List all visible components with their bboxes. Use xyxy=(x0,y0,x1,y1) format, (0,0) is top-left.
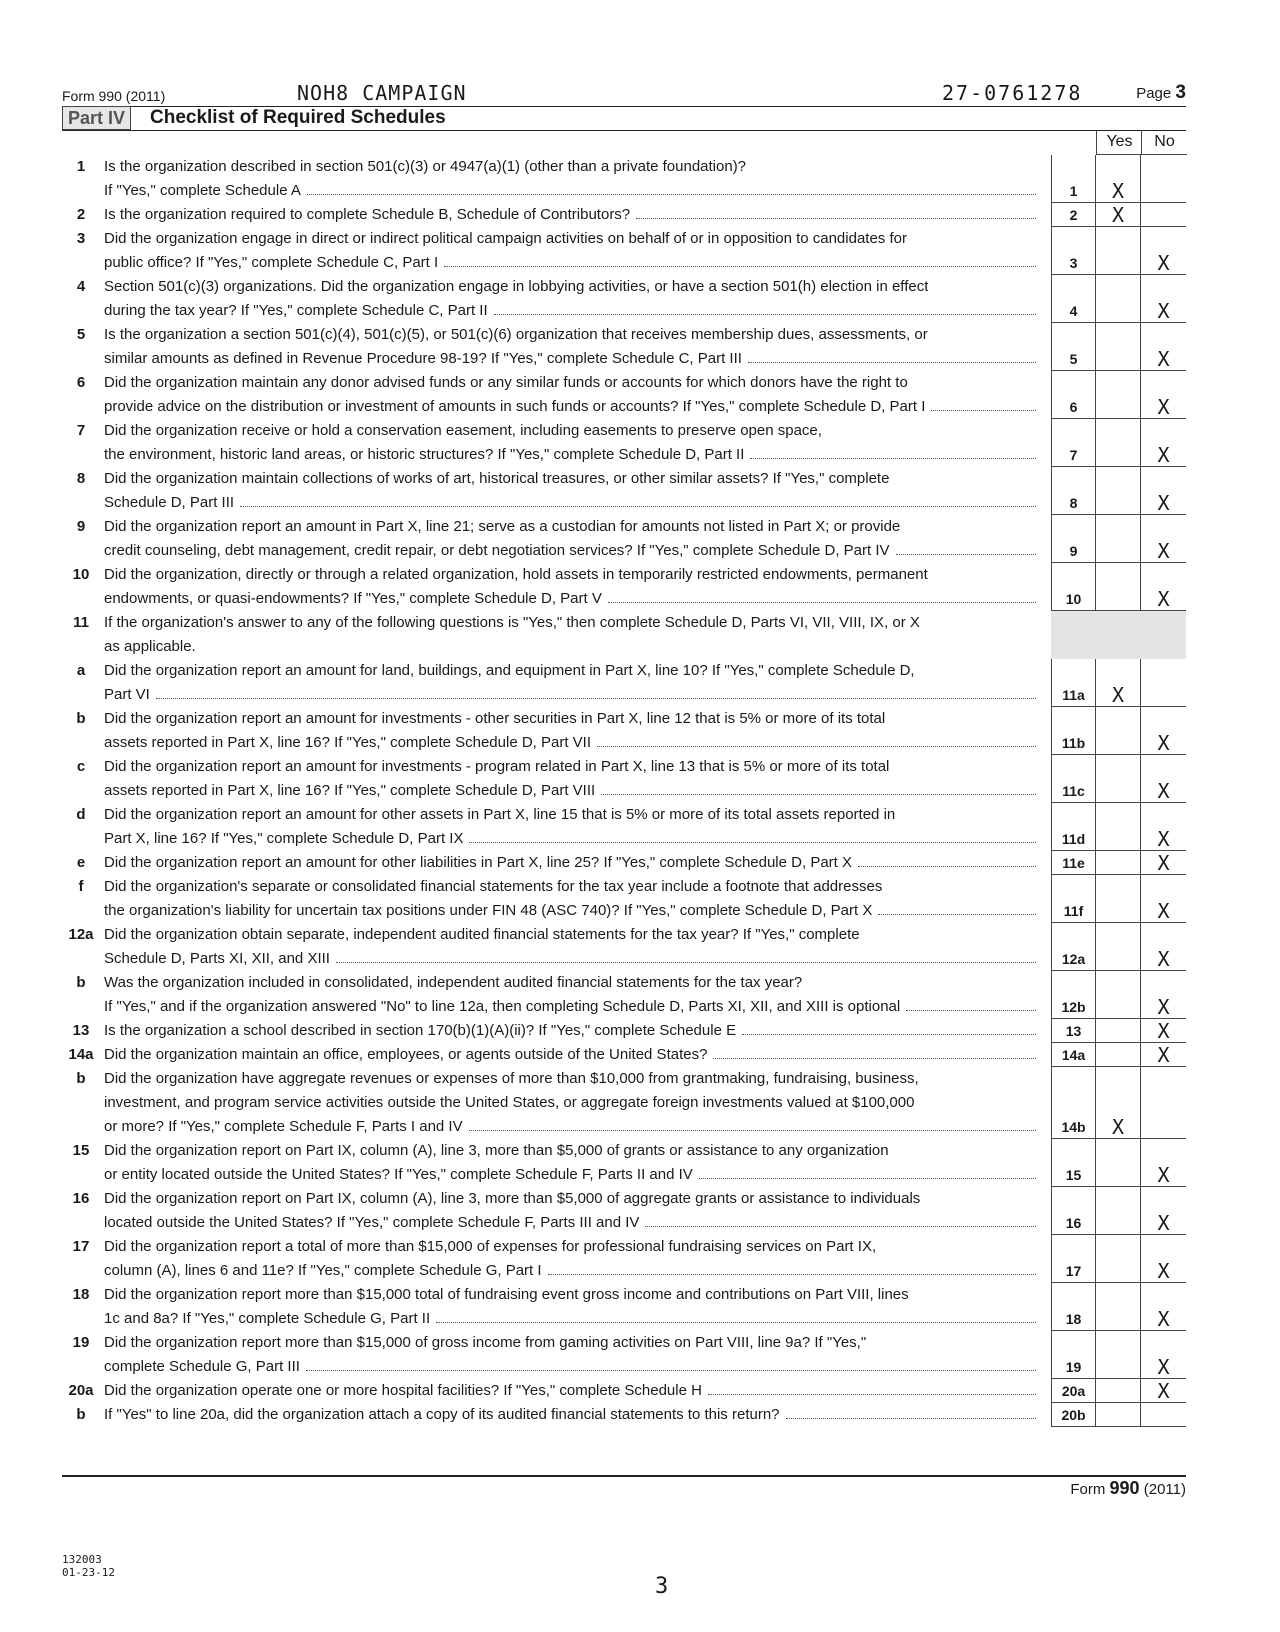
question-line-text: complete Schedule G, Part III xyxy=(104,1358,300,1375)
question-line-text: column (A), lines 6 and 11e? If "Yes," complete Schedule G, Part I xyxy=(104,1262,542,1279)
answer-yes-checkbox[interactable] xyxy=(1096,803,1141,851)
line-reference-label: 18 xyxy=(1051,1283,1096,1331)
question-line xyxy=(104,155,1040,179)
question-line xyxy=(104,467,1040,491)
question-number: d xyxy=(76,806,86,823)
question-line-text: assets reported in Part X, line 16? If "Yes," complete Schedule D, Part VII xyxy=(104,734,592,751)
line-reference-label: 12a xyxy=(1051,923,1096,971)
line-reference-label: 10 xyxy=(1051,563,1096,611)
answer-no-checkbox[interactable]: X xyxy=(1141,323,1186,371)
question-line-text: Did the organization report more than $15,000 of gross income from gaming activities on Part VIII, line 9a? If "Yes," xyxy=(104,1334,867,1351)
answer-yes-checkbox[interactable] xyxy=(1096,755,1141,803)
page-label-number: 3 xyxy=(1175,82,1186,103)
employer-id-number: 27-0761278 xyxy=(942,81,1083,105)
question-line-text: assets reported in Part X, line 16? If "Yes," complete Schedule D, Part VIII xyxy=(104,782,596,799)
line-reference-label: 15 xyxy=(1051,1139,1096,1187)
footer-form-number: 990 xyxy=(1109,1478,1140,1498)
answer-yes-checkbox[interactable] xyxy=(1096,419,1141,467)
question-line xyxy=(104,683,1040,707)
form-code-line1: 132003 xyxy=(62,1553,102,1566)
question-line-text: Did the organization receive or hold a conservation easement, including easements to preserve open space, xyxy=(104,422,822,439)
question-line xyxy=(104,971,1040,995)
leader-dots xyxy=(699,1178,1036,1179)
answer-no-checkbox[interactable] xyxy=(1141,155,1186,203)
organization-name: NOH8 CAMPAIGN xyxy=(297,81,467,105)
answer-yes-checkbox[interactable]: X xyxy=(1096,203,1141,227)
line-reference-label: 3 xyxy=(1051,227,1096,275)
question-line xyxy=(104,1139,1040,1163)
question-line xyxy=(104,899,1040,923)
question-text xyxy=(104,1019,1040,1043)
part-heading xyxy=(62,106,1186,131)
footer-form-year: (2011) xyxy=(1143,1481,1186,1498)
question-line-text: or entity located outside the United States? If "Yes," complete Schedule F, Parts II and IV xyxy=(104,1166,693,1183)
question-line-text: during the tax year? If "Yes," complete Schedule C, Part II xyxy=(104,302,488,319)
question-number: 17 xyxy=(72,1238,90,1255)
question-line xyxy=(104,1043,1040,1067)
question-line xyxy=(104,1307,1040,1331)
leader-dots xyxy=(494,314,1036,315)
question-line xyxy=(104,563,1040,587)
answer-yes-checkbox[interactable]: X xyxy=(1096,155,1141,203)
question-text xyxy=(104,707,1040,755)
leader-dots xyxy=(748,362,1036,363)
answer-yes-checkbox[interactable] xyxy=(1096,1331,1141,1379)
question-text xyxy=(104,971,1040,1019)
leader-dots xyxy=(307,194,1036,195)
question-line xyxy=(104,1283,1040,1307)
question-text xyxy=(104,323,1040,371)
question-line-text: Is the organization required to complete Schedule B, Schedule of Contributors? xyxy=(104,206,631,223)
question-text xyxy=(104,611,1040,659)
question-text xyxy=(104,1139,1040,1187)
answer-yes-checkbox[interactable] xyxy=(1096,515,1141,563)
part-title: Checklist of Required Schedules xyxy=(150,107,446,128)
answer-no-checkbox[interactable]: X xyxy=(1141,755,1186,803)
answer-yes-checkbox[interactable] xyxy=(1096,707,1141,755)
question-line xyxy=(104,707,1040,731)
answer-yes-checkbox[interactable] xyxy=(1096,875,1141,923)
question-line-text: Did the organization report a total of more than $15,000 of expenses for professional fundraising services on Part IX, xyxy=(104,1238,877,1255)
question-line xyxy=(104,371,1040,395)
question-number: 19 xyxy=(72,1334,90,1351)
part-tag: Part IV xyxy=(62,106,131,130)
question-line-text: Did the organization report more than $15,000 total of fundraising event gross income and contributions on Part VIII, lines xyxy=(104,1286,909,1303)
question-number: b xyxy=(76,710,86,727)
question-line-text: provide advice on the distribution or investment of amounts in such funds or accounts? If "Yes," complete Schedule D, Part I xyxy=(104,398,926,415)
question-line xyxy=(104,803,1040,827)
question-line xyxy=(104,1187,1040,1211)
line-reference-label: 17 xyxy=(1051,1235,1096,1283)
line-reference-label: 1 xyxy=(1051,155,1096,203)
answer-yes-checkbox[interactable] xyxy=(1096,971,1141,1019)
leader-dots xyxy=(931,410,1036,411)
question-number: 15 xyxy=(72,1142,90,1159)
question-line xyxy=(104,299,1040,323)
footer-form-prefix: Form xyxy=(1070,1481,1106,1498)
answer-no-checkbox[interactable] xyxy=(1141,1067,1186,1139)
question-number: b xyxy=(76,1070,86,1087)
form-code xyxy=(62,1553,115,1579)
question-line xyxy=(104,611,1040,635)
question-line xyxy=(104,755,1040,779)
answer-yes-checkbox[interactable] xyxy=(1096,563,1141,611)
question-line xyxy=(104,491,1040,515)
question-line-text: Part X, line 16? If "Yes," complete Schedule D, Part IX xyxy=(104,830,464,847)
answer-yes-checkbox[interactable] xyxy=(1096,467,1141,515)
question-number: f xyxy=(78,878,84,895)
answer-no-checkbox[interactable] xyxy=(1141,1403,1186,1427)
question-number: 3 xyxy=(76,230,86,247)
question-line xyxy=(104,1091,1040,1115)
line-reference-label: 11a xyxy=(1051,659,1096,707)
line-reference-label: 14b xyxy=(1051,1067,1096,1139)
leader-dots xyxy=(240,506,1036,507)
answer-yes-checkbox[interactable] xyxy=(1096,1403,1141,1427)
question-line-text: If "Yes," and if the organization answered "No" to line 12a, then completing Schedule D, Parts XI, XII, and XIII is optional xyxy=(104,998,901,1015)
question-text xyxy=(104,803,1040,851)
question-line xyxy=(104,1259,1040,1283)
question-text xyxy=(104,275,1040,323)
question-number: 12a xyxy=(68,926,94,943)
question-line-text: public office? If "Yes," complete Schedule C, Part I xyxy=(104,254,439,271)
answer-yes-checkbox[interactable] xyxy=(1096,1043,1141,1067)
question-line xyxy=(104,515,1040,539)
answer-yes-checkbox[interactable] xyxy=(1096,371,1141,419)
question-number: 11 xyxy=(73,614,89,631)
question-line-text: similar amounts as defined in Revenue Procedure 98-19? If "Yes," complete Schedule C, Part III xyxy=(104,350,742,367)
question-text xyxy=(104,1283,1040,1331)
question-line-text: If the organization's answer to any of the following questions is "Yes," then complete Schedule D, Parts VI, VII, VIII, IX, or X xyxy=(104,614,920,631)
leader-dots xyxy=(156,698,1036,699)
question-line xyxy=(104,1115,1040,1139)
question-number: 4 xyxy=(76,278,86,295)
shaded-answer-area xyxy=(1051,611,1186,659)
question-number: 20a xyxy=(68,1382,94,1399)
answer-yes-checkbox[interactable] xyxy=(1096,1379,1141,1403)
leader-dots xyxy=(742,1034,1036,1035)
question-line xyxy=(104,947,1040,971)
question-line-text: Did the organization have aggregate revenues or expenses of more than $10,000 from grantmaking, fundraising, business, xyxy=(104,1070,919,1087)
question-line xyxy=(104,539,1040,563)
question-text xyxy=(104,419,1040,467)
question-line xyxy=(104,251,1040,275)
answer-yes-checkbox[interactable]: X xyxy=(1096,1067,1141,1139)
question-line-text: Did the organization maintain an office, employees, or agents outside of the United States? xyxy=(104,1046,708,1063)
question-number: 10 xyxy=(72,566,90,583)
leader-dots xyxy=(306,1370,1036,1371)
leader-dots xyxy=(601,794,1036,795)
leader-dots xyxy=(896,554,1036,555)
question-line xyxy=(104,635,1040,659)
leader-dots xyxy=(548,1274,1036,1275)
question-line-text: Did the organization report an amount for investments - program related in Part X, line 13 that is 5% or more of its total xyxy=(104,758,890,775)
question-line-text: Did the organization report on Part IX, column (A), line 3, more than $5,000 of grants or assistance to any organization xyxy=(104,1142,889,1159)
question-line xyxy=(104,587,1040,611)
question-text xyxy=(104,851,1040,875)
answer-no-checkbox[interactable]: X xyxy=(1141,371,1186,419)
question-text xyxy=(104,875,1040,923)
question-line-text: Schedule D, Part III xyxy=(104,494,235,511)
question-text xyxy=(104,371,1040,419)
answer-no-checkbox[interactable]: X xyxy=(1141,1379,1186,1403)
leader-dots xyxy=(597,746,1036,747)
question-line xyxy=(104,659,1040,683)
leader-dots xyxy=(713,1058,1036,1059)
question-line xyxy=(104,275,1040,299)
page-number: 3 xyxy=(655,1574,669,1599)
answer-no-checkbox[interactable]: X xyxy=(1141,707,1186,755)
answer-no-checkbox[interactable]: X xyxy=(1141,851,1186,875)
question-line xyxy=(104,1379,1040,1403)
question-line-text: Did the organization report an amount in Part X, line 21; serve as a custodian for amounts not listed in Part X; or provide xyxy=(104,518,901,535)
form-label: Form 990 (2011) xyxy=(62,88,166,104)
page-label-text: Page xyxy=(1136,85,1172,102)
question-text xyxy=(104,1331,1040,1379)
question-line-text: endowments, or quasi-endowments? If "Yes," complete Schedule D, Part V xyxy=(104,590,602,607)
answer-yes-checkbox[interactable] xyxy=(1096,1187,1141,1235)
question-text xyxy=(104,1043,1040,1067)
question-text xyxy=(104,515,1040,563)
question-line xyxy=(104,1211,1040,1235)
question-line-text: the environment, historic land areas, or historic structures? If "Yes," complete Schedule D, Part II xyxy=(104,446,745,463)
question-number: b xyxy=(76,1406,86,1423)
line-reference-label: 11f xyxy=(1051,875,1096,923)
question-text xyxy=(104,155,1040,203)
line-reference-label: 19 xyxy=(1051,1331,1096,1379)
answer-no-checkbox[interactable]: X xyxy=(1141,923,1186,971)
answer-no-checkbox[interactable]: X xyxy=(1141,971,1186,1019)
column-header-yes: Yes xyxy=(1096,130,1142,155)
answer-no-checkbox[interactable]: X xyxy=(1141,1235,1186,1283)
answer-no-checkbox[interactable]: X xyxy=(1141,1187,1186,1235)
question-number: 14a xyxy=(68,1046,94,1063)
question-line-text: 1c and 8a? If "Yes," complete Schedule G, Part II xyxy=(104,1310,431,1327)
form-code-line2: 01-23-12 xyxy=(62,1566,115,1579)
question-line xyxy=(104,851,1040,875)
question-line-text: Part VI xyxy=(104,686,150,703)
question-number: 5 xyxy=(76,326,86,343)
line-reference-label: 11c xyxy=(1051,755,1096,803)
answer-yes-checkbox[interactable] xyxy=(1096,1139,1141,1187)
answer-no-checkbox[interactable]: X xyxy=(1141,515,1186,563)
question-line-text: Did the organization report an amount for land, buildings, and equipment in Part X, line 10? If "Yes," complete Schedule D, xyxy=(104,662,915,679)
question-text xyxy=(104,1403,1040,1427)
question-line xyxy=(104,395,1040,419)
question-line xyxy=(104,443,1040,467)
question-text xyxy=(104,467,1040,515)
question-line-text: Did the organization engage in direct or indirect political campaign activities on behalf of or in opposition to candidates for xyxy=(104,230,907,247)
question-text xyxy=(104,755,1040,803)
answer-yes-checkbox[interactable] xyxy=(1096,851,1141,875)
question-text xyxy=(104,1379,1040,1403)
line-reference-label: 4 xyxy=(1051,275,1096,323)
line-reference-label: 11d xyxy=(1051,803,1096,851)
question-line-text: Did the organization's separate or consolidated financial statements for the tax year include a footnote that addresses xyxy=(104,878,883,895)
question-line xyxy=(104,419,1040,443)
question-line-text: or more? If "Yes," complete Schedule F, Parts I and IV xyxy=(104,1118,463,1135)
line-reference-label: 7 xyxy=(1051,419,1096,467)
answer-no-checkbox[interactable]: X xyxy=(1141,467,1186,515)
answer-no-checkbox[interactable]: X xyxy=(1141,1283,1186,1331)
line-reference-label: 2 xyxy=(1051,203,1096,227)
answer-no-checkbox[interactable]: X xyxy=(1141,1331,1186,1379)
question-line-text: Is the organization described in section 501(c)(3) or 4947(a)(1) (other than a private foundation)? xyxy=(104,158,747,175)
line-reference-label: 9 xyxy=(1051,515,1096,563)
column-header-no: No xyxy=(1141,130,1187,155)
answer-no-checkbox[interactable]: X xyxy=(1141,1139,1186,1187)
question-line xyxy=(104,203,1040,227)
question-line xyxy=(104,1067,1040,1091)
question-text xyxy=(104,1235,1040,1283)
answer-no-checkbox[interactable]: X xyxy=(1141,803,1186,851)
question-line xyxy=(104,1331,1040,1355)
answer-no-checkbox[interactable]: X xyxy=(1141,275,1186,323)
answer-yes-checkbox[interactable] xyxy=(1096,1019,1141,1043)
question-number: 13 xyxy=(72,1022,90,1039)
answer-yes-checkbox[interactable] xyxy=(1096,275,1141,323)
question-number: 8 xyxy=(76,470,86,487)
question-line-text: Is the organization a section 501(c)(4), 501(c)(5), or 501(c)(6) organization that receives membership dues, assessments, or xyxy=(104,326,928,343)
leader-dots xyxy=(878,914,1036,915)
question-number: 18 xyxy=(72,1286,90,1303)
line-reference-label: 8 xyxy=(1051,467,1096,515)
question-line-text: located outside the United States? If "Yes," complete Schedule F, Parts III and IV xyxy=(104,1214,640,1231)
question-line-text: Did the organization report an amount for other assets in Part X, line 15 that is 5% or more of its total assets reported in xyxy=(104,806,896,823)
answer-yes-checkbox[interactable] xyxy=(1096,1235,1141,1283)
question-line-text: credit counseling, debt management, credit repair, or debt negotiation services? If "Yes," complete Schedule D, Part IV xyxy=(104,542,890,559)
answer-no-checkbox[interactable]: X xyxy=(1141,1043,1186,1067)
question-number: 7 xyxy=(76,422,86,439)
leader-dots xyxy=(645,1226,1036,1227)
question-line-text: Did the organization maintain collections of works of art, historical treasures, or other similar assets? If "Yes," complete xyxy=(104,470,890,487)
question-text xyxy=(104,203,1040,227)
answer-yes-checkbox[interactable] xyxy=(1096,323,1141,371)
question-line xyxy=(104,731,1040,755)
question-line xyxy=(104,1355,1040,1379)
line-reference-label: 11b xyxy=(1051,707,1096,755)
line-reference-label: 20b xyxy=(1051,1403,1096,1427)
question-line xyxy=(104,923,1040,947)
answer-no-checkbox[interactable]: X xyxy=(1141,227,1186,275)
question-line xyxy=(104,1019,1040,1043)
leader-dots xyxy=(858,866,1036,867)
answer-no-checkbox[interactable]: X xyxy=(1141,875,1186,923)
leader-dots xyxy=(708,1394,1036,1395)
footer-form-label xyxy=(1070,1478,1186,1499)
line-reference-label: 5 xyxy=(1051,323,1096,371)
question-number: 16 xyxy=(72,1190,90,1207)
question-number: e xyxy=(76,854,86,871)
line-reference-label: 13 xyxy=(1051,1019,1096,1043)
answer-yes-checkbox[interactable] xyxy=(1096,227,1141,275)
question-line-text: Did the organization maintain any donor advised funds or any similar funds or accounts for which donors have the right to xyxy=(104,374,908,391)
question-line-text: Did the organization operate one or more hospital facilities? If "Yes," complete Schedule H xyxy=(104,1382,702,1399)
leader-dots xyxy=(444,266,1036,267)
answer-no-checkbox[interactable]: X xyxy=(1141,563,1186,611)
bottom-rule xyxy=(62,1475,1186,1477)
question-line xyxy=(104,347,1040,371)
question-line-text: If "Yes" to line 20a, did the organization attach a copy of its audited financial statements to this return? xyxy=(104,1406,780,1423)
leader-dots xyxy=(469,842,1036,843)
question-number: b xyxy=(76,974,86,991)
question-text xyxy=(104,1067,1040,1139)
question-line-text: Schedule D, Parts XI, XII, and XIII xyxy=(104,950,330,967)
question-line-text: Did the organization, directly or through a related organization, hold assets in temporarily restricted endowments, permanent xyxy=(104,566,928,583)
question-line-text: Did the organization report an amount for investments - other securities in Part X, line 12 that is 5% or more of its total xyxy=(104,710,886,727)
question-text xyxy=(104,227,1040,275)
question-line xyxy=(104,1403,1040,1427)
question-text xyxy=(104,923,1040,971)
question-line xyxy=(104,179,1040,203)
question-number: a xyxy=(76,662,86,679)
question-line-text: Section 501(c)(3) organizations. Did the organization engage in lobbying activities, or have a section 501(h) election in effect xyxy=(104,278,929,295)
answer-yes-checkbox[interactable] xyxy=(1096,923,1141,971)
question-line xyxy=(104,227,1040,251)
question-line xyxy=(104,1163,1040,1187)
question-number: 9 xyxy=(76,518,86,535)
leader-dots xyxy=(469,1130,1036,1131)
line-reference-label: 14a xyxy=(1051,1043,1096,1067)
leader-dots xyxy=(608,602,1036,603)
question-number: 2 xyxy=(76,206,86,223)
question-line-text: as applicable. xyxy=(104,638,196,655)
line-reference-label: 16 xyxy=(1051,1187,1096,1235)
question-line xyxy=(104,779,1040,803)
question-line-text: Is the organization a school described in section 170(b)(1)(A)(ii)? If "Yes," complete Schedule E xyxy=(104,1022,737,1039)
question-line-text: the organization's liability for uncertain tax positions under FIN 48 (ASC 740)? If "Yes," complete Schedule D, Part X xyxy=(104,902,873,919)
page-header xyxy=(62,82,1186,107)
answer-no-checkbox[interactable]: X xyxy=(1141,1019,1186,1043)
answer-yes-checkbox[interactable]: X xyxy=(1096,659,1141,707)
page-label xyxy=(1136,82,1186,104)
leader-dots xyxy=(436,1322,1036,1323)
question-line-text: Was the organization included in consolidated, independent audited financial statements for the tax year? xyxy=(104,974,803,991)
question-line-text: Did the organization report an amount for other liabilities in Part X, line 25? If "Yes," complete Schedule D, Part X xyxy=(104,854,853,871)
question-text xyxy=(104,659,1040,707)
answer-yes-checkbox[interactable] xyxy=(1096,1283,1141,1331)
answer-no-checkbox[interactable] xyxy=(1141,203,1186,227)
question-line xyxy=(104,827,1040,851)
leader-dots xyxy=(786,1418,1036,1419)
answer-no-checkbox[interactable]: X xyxy=(1141,419,1186,467)
question-line xyxy=(104,995,1040,1019)
leader-dots xyxy=(336,962,1036,963)
question-line xyxy=(104,323,1040,347)
question-number: 6 xyxy=(76,374,86,391)
leader-dots xyxy=(750,458,1036,459)
question-text xyxy=(104,1187,1040,1235)
line-reference-label: 6 xyxy=(1051,371,1096,419)
question-line xyxy=(104,1235,1040,1259)
question-line-text: Did the organization obtain separate, independent audited financial statements for the tax year? If "Yes," complete xyxy=(104,926,860,943)
question-text xyxy=(104,563,1040,611)
answer-no-checkbox[interactable] xyxy=(1141,659,1186,707)
question-line-text: investment, and program service activities outside the United States, or aggregate foreign investments valued at $100,000 xyxy=(104,1094,915,1111)
question-line-text: If "Yes," complete Schedule A xyxy=(104,182,301,199)
leader-dots xyxy=(636,218,1036,219)
leader-dots xyxy=(906,1010,1036,1011)
line-reference-label: 12b xyxy=(1051,971,1096,1019)
question-number: c xyxy=(76,758,86,775)
line-reference-label: 11e xyxy=(1051,851,1096,875)
question-line xyxy=(104,875,1040,899)
question-line-text: Did the organization report on Part IX, column (A), line 3, more than $5,000 of aggregate grants or assistance to individuals xyxy=(104,1190,921,1207)
line-reference-label: 20a xyxy=(1051,1379,1096,1403)
question-number: 1 xyxy=(76,158,86,175)
